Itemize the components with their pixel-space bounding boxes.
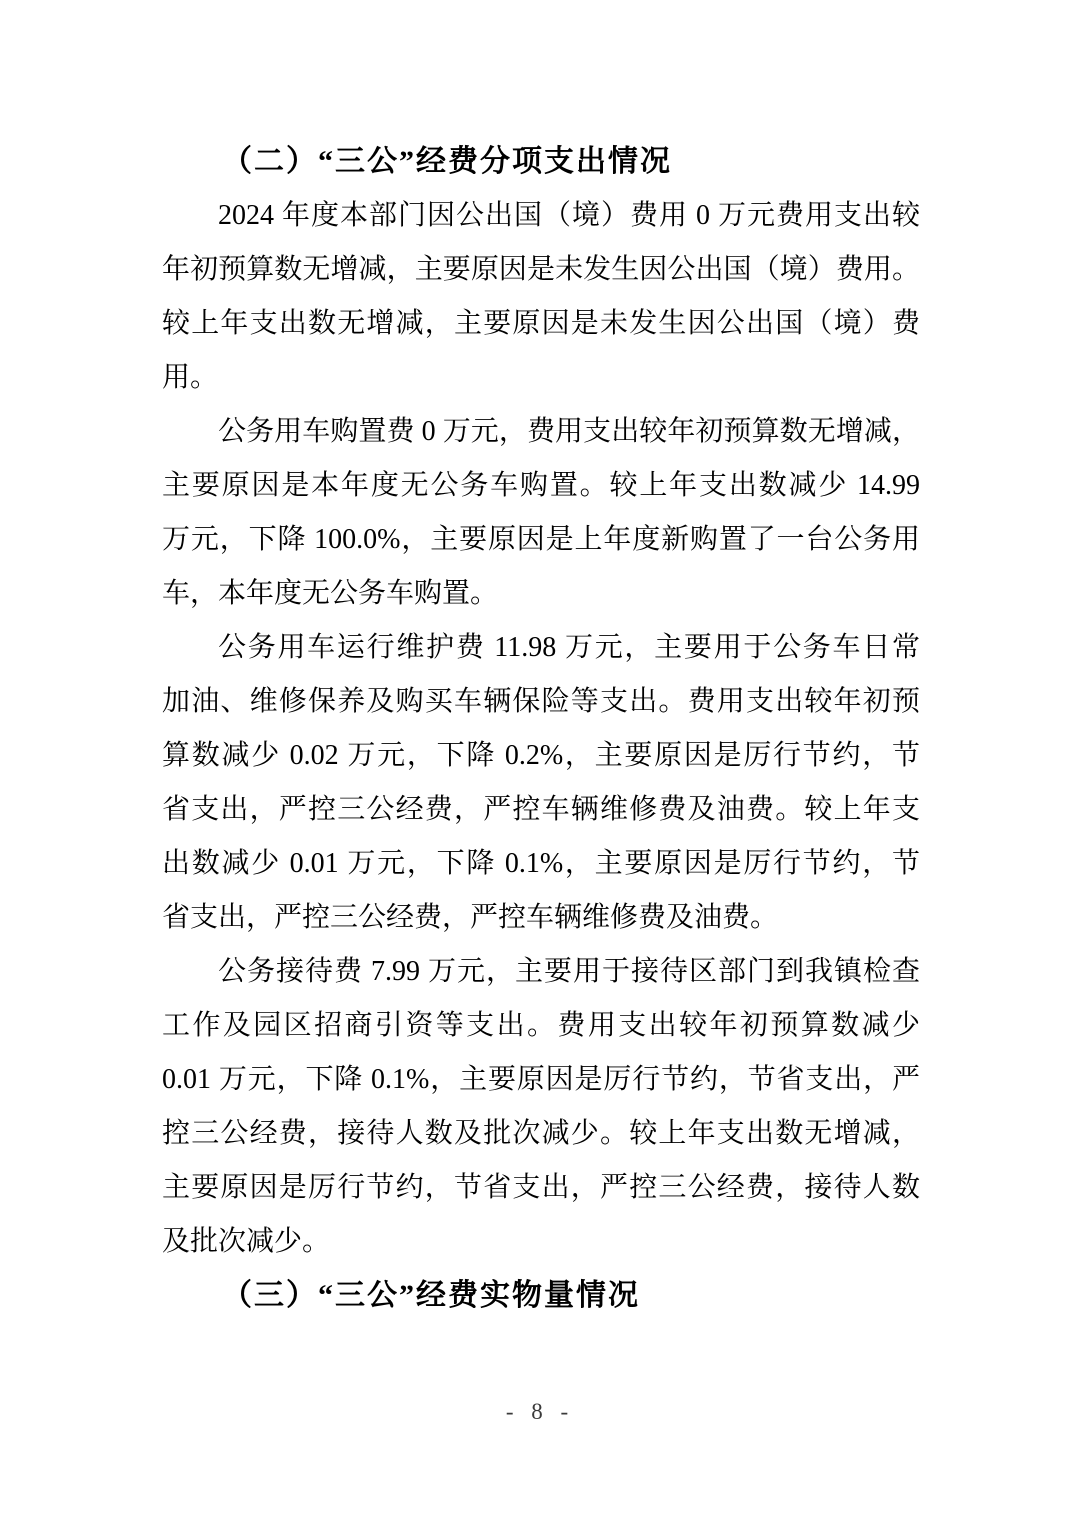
text-line: 万元，下降 100.0%，主要原因是上年度新购置了一台公务用: [162, 524, 920, 555]
text-line: 0.01 万元，下降 0.1%，主要原因是厉行节约，节省支出，严: [162, 1064, 920, 1095]
text-line: 出数减少 0.01 万元，下降 0.1%，主要原因是厉行节约，节: [162, 848, 920, 879]
text-line: 及批次减少。: [162, 1226, 331, 1257]
text-line: 加油、维修保养及购买车辆保险等支出。费用支出较年初预: [162, 686, 920, 717]
text-line: 用。: [162, 362, 219, 393]
text-line: 省支出，严控三公经费，严控车辆维修费及油费。: [162, 902, 779, 933]
text-line: 公务用车购置费 0 万元，费用支出较年初预算数无增减，: [218, 416, 920, 447]
text-line: 控三公经费，接待人数及批次减少。较上年支出数无增减，: [162, 1118, 920, 1149]
page-number: - 8 -: [505, 1399, 570, 1424]
text-line: 公务用车运行维护费 11.98 万元，主要用于公务车日常: [218, 632, 920, 663]
para-vehicle-operation-maintenance-expense: [162, 621, 920, 945]
text-line: 车，本年度无公务车购置。: [162, 578, 499, 609]
text-line: 省支出，严控三公经费，严控车辆维修费及油费。较上年支: [162, 794, 920, 825]
heading-sanggong-physical-quantity: （三）“三公”经费实物量情况: [222, 1279, 640, 1312]
text-line: 主要原因是本年度无公务车购置。较上年支出数减少 14.99: [162, 470, 920, 501]
text-line: 主要原因是厉行节约，节省支出，严控三公经费，接待人数: [162, 1172, 920, 1203]
para-vehicle-purchase-expense: [162, 405, 920, 621]
text-line: 算数减少 0.02 万元，下降 0.2%，主要原因是厉行节约，节: [162, 740, 920, 771]
text-line: 公务接待费 7.99 万元，主要用于接待区部门到我镇检查: [218, 956, 920, 987]
para-official-reception-expense: [162, 945, 920, 1269]
text-line: 年初预算数无增减，主要原因是未发生因公出国（境）费用。: [162, 254, 920, 285]
heading-sanggong-itemized-expenditure: （二）“三公”经费分项支出情况: [222, 145, 672, 178]
text-line: 较上年支出数无增减，主要原因是未发生因公出国（境）费: [162, 308, 920, 339]
text-line: 2024 年度本部门因公出国（境）费用 0 万元费用支出较: [218, 200, 920, 231]
text-line: 工作及园区招商引资等支出。费用支出较年初预算数减少: [162, 1010, 920, 1041]
para-outbound-travel-expense: [162, 189, 920, 405]
page-footer: [0, 1397, 1075, 1427]
document-body: [162, 135, 920, 1323]
